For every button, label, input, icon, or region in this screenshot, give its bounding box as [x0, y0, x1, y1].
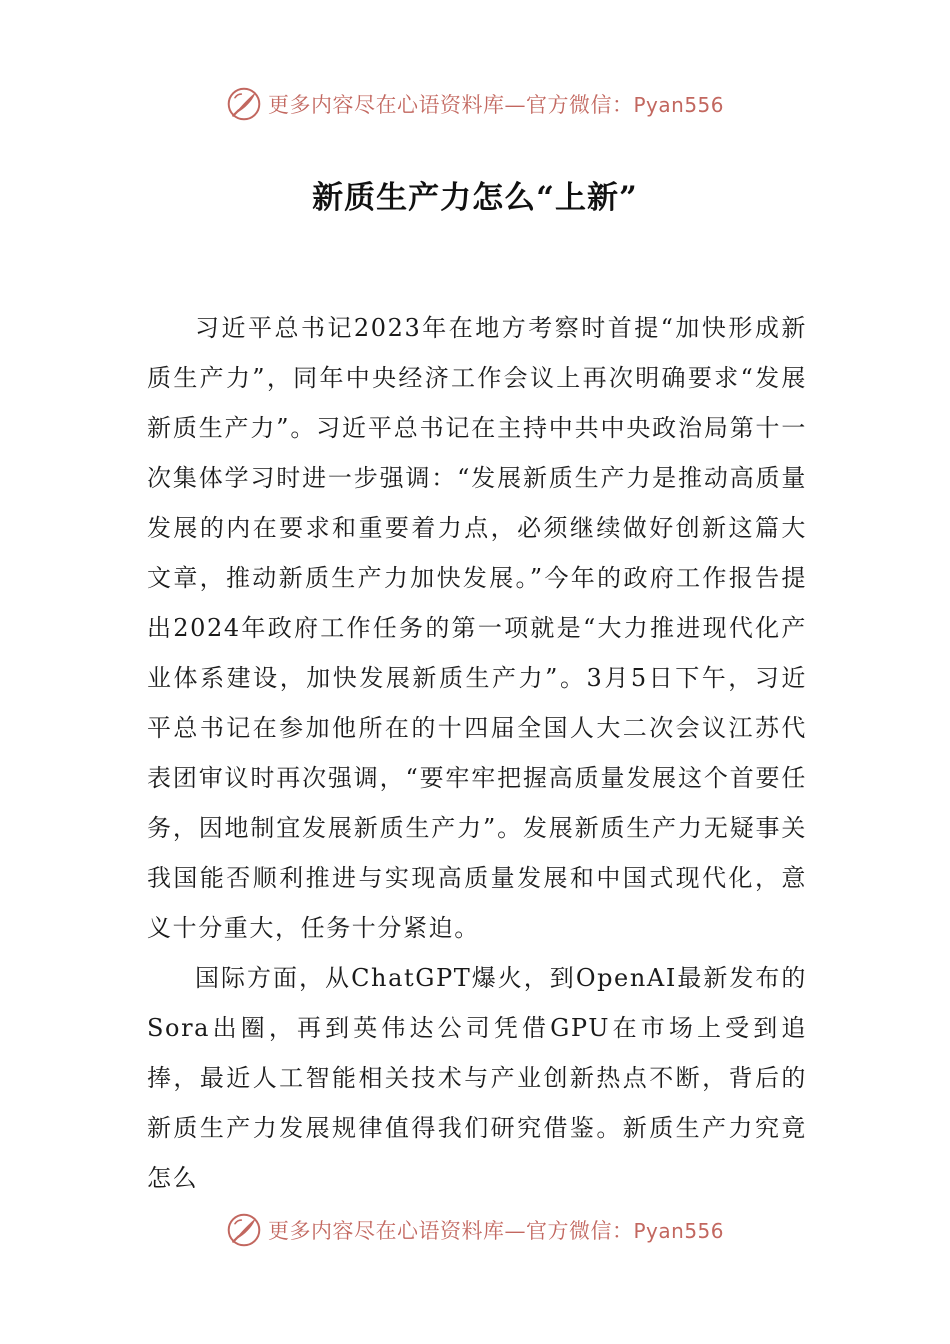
page-title: 新质生产力怎么“上新”: [312, 180, 638, 216]
paragraph: 习近平总书记2023年在地方考察时首提“加快形成新质生产力”，同年中央经济工作会议上再次明确要求“发展新质生产力”。习近平总书记在主持中共中央政治局第十一次集体学习时进一步强调：“发展新质生产力是推动高质量发展的内在要求和重要着力点，必须继续做好创新这篇大文章，推动新质生产力加快发展。”今年的政府工作报告提出2024年政府工作任务的第一项就是“大力推进现代化产业体系建设，加快发展新质生产力”。3月5日下午，习近平总书记在参加他所在的十四届全国人大二次会议江苏代表团审议时再次强调，“要牢牢把握高质量发展这个首要任务，因地制宜发展新质生产力”。发展新质生产力无疑事关我国能否顺利推进与实现高质量发展和中国式现代化，意义十分重大，任务十分紧迫。: [147, 314, 807, 942]
article-body: [147, 303, 807, 1203]
watermark-text: 更多内容尽在心语资料库—官方微信：Pyan556: [267, 1219, 724, 1243]
paragraph: 国际方面，从ChatGPT爆火，到OpenAI最新发布的Sora出圈，再到英伟达公司凭借GPU在市场上受到追捧，最近人工智能相关技术与产业创新热点不断，背后的新质生产力发展规律值得我们研究借鉴。新质生产力究竟怎么: [147, 964, 807, 1192]
quill-pen-logo-icon: [226, 1212, 262, 1248]
header-watermark: [0, 82, 950, 126]
quill-pen-logo-icon: [226, 86, 262, 122]
footer-watermark: [0, 1208, 950, 1252]
watermark-wechat-id: Pyan556: [633, 93, 724, 117]
watermark-text: 更多内容尽在心语资料库—官方微信：Pyan556: [267, 93, 724, 117]
watermark-wechat-id: Pyan556: [633, 1219, 724, 1243]
